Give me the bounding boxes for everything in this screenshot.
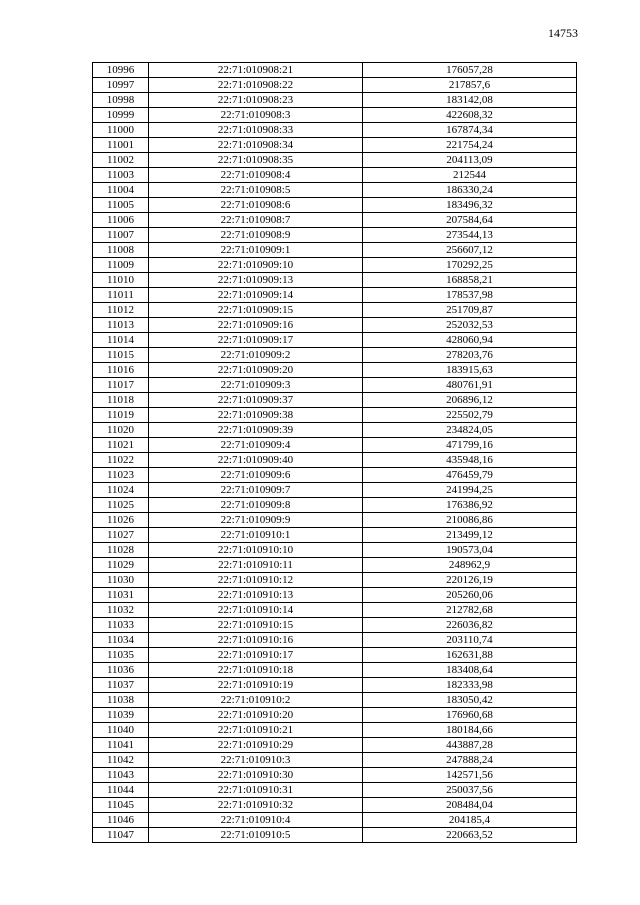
table-row: [93, 633, 577, 648]
cadastral-number-cell: 22:71:010909:14: [149, 288, 363, 303]
value-cell: 178537,98: [363, 288, 577, 303]
table-row: [93, 198, 577, 213]
table-row: [93, 648, 577, 663]
table-row: [93, 618, 577, 633]
row-number-cell: 11047: [93, 828, 149, 843]
value-cell: 234824,05: [363, 423, 577, 438]
value-cell: 176057,28: [363, 63, 577, 78]
row-number-cell: 11041: [93, 738, 149, 753]
table-row: [93, 258, 577, 273]
table-row: [93, 723, 577, 738]
table-row: [93, 183, 577, 198]
value-cell: 213499,12: [363, 528, 577, 543]
table-row: [93, 138, 577, 153]
value-cell: 226036,82: [363, 618, 577, 633]
value-cell: 183496,32: [363, 198, 577, 213]
cadastral-number-cell: 22:71:010908:34: [149, 138, 363, 153]
row-number-cell: 11038: [93, 693, 149, 708]
table-row: [93, 693, 577, 708]
cadastral-number-cell: 22:71:010909:2: [149, 348, 363, 363]
cadastral-number-cell: 22:71:010909:1: [149, 243, 363, 258]
row-number-cell: 11040: [93, 723, 149, 738]
table-row: [93, 93, 577, 108]
table-row: [93, 123, 577, 138]
table-row: [93, 333, 577, 348]
cadastral-number-cell: 22:71:010910:11: [149, 558, 363, 573]
table-row: [93, 588, 577, 603]
row-number-cell: 11045: [93, 798, 149, 813]
cadastral-number-cell: 22:71:010908:9: [149, 228, 363, 243]
table-row: [93, 303, 577, 318]
cadastral-number-cell: 22:71:010909:6: [149, 468, 363, 483]
cadastral-number-cell: 22:71:010908:35: [149, 153, 363, 168]
table-row: [93, 543, 577, 558]
row-number-cell: 11021: [93, 438, 149, 453]
value-cell: 212544: [363, 168, 577, 183]
table-row: [93, 243, 577, 258]
value-cell: 186330,24: [363, 183, 577, 198]
row-number-cell: 11030: [93, 573, 149, 588]
cadastral-number-cell: 22:71:010910:21: [149, 723, 363, 738]
table-row: [93, 363, 577, 378]
table-row: [93, 513, 577, 528]
value-cell: 204113,09: [363, 153, 577, 168]
cadastral-number-cell: 22:71:010910:29: [149, 738, 363, 753]
cadastral-number-cell: 22:71:010908:4: [149, 168, 363, 183]
table-row: [93, 408, 577, 423]
row-number-cell: 11005: [93, 198, 149, 213]
value-cell: 221754,24: [363, 138, 577, 153]
value-cell: 428060,94: [363, 333, 577, 348]
value-cell: 248962,9: [363, 558, 577, 573]
cadastral-number-cell: 22:71:010910:31: [149, 783, 363, 798]
table-row: [93, 453, 577, 468]
table-body: [93, 63, 577, 843]
cadastral-number-cell: 22:71:010910:18: [149, 663, 363, 678]
table-row: [93, 753, 577, 768]
row-number-cell: 11006: [93, 213, 149, 228]
row-number-cell: 11036: [93, 663, 149, 678]
cadastral-number-cell: 22:71:010910:15: [149, 618, 363, 633]
row-number-cell: 11008: [93, 243, 149, 258]
row-number-cell: 11046: [93, 813, 149, 828]
value-cell: 476459,79: [363, 468, 577, 483]
value-cell: 471799,16: [363, 438, 577, 453]
row-number-cell: 11023: [93, 468, 149, 483]
cadastral-number-cell: 22:71:010909:13: [149, 273, 363, 288]
row-number-cell: 11012: [93, 303, 149, 318]
value-cell: 204185,4: [363, 813, 577, 828]
row-number-cell: 11013: [93, 318, 149, 333]
table-row: [93, 153, 577, 168]
table-row: [93, 498, 577, 513]
cadastral-number-cell: 22:71:010910:2: [149, 693, 363, 708]
cadastral-number-cell: 22:71:010910:1: [149, 528, 363, 543]
row-number-cell: 11001: [93, 138, 149, 153]
cadastral-number-cell: 22:71:010910:3: [149, 753, 363, 768]
row-number-cell: 11015: [93, 348, 149, 363]
row-number-cell: 10998: [93, 93, 149, 108]
row-number-cell: 11042: [93, 753, 149, 768]
row-number-cell: 11033: [93, 618, 149, 633]
cadastral-number-cell: 22:71:010910:12: [149, 573, 363, 588]
value-cell: 480761,91: [363, 378, 577, 393]
cadastral-number-cell: 22:71:010910:19: [149, 678, 363, 693]
value-cell: 252032,53: [363, 318, 577, 333]
row-number-cell: 10996: [93, 63, 149, 78]
value-cell: 220663,52: [363, 828, 577, 843]
row-number-cell: 11000: [93, 123, 149, 138]
row-number-cell: 11022: [93, 453, 149, 468]
value-cell: 180184,66: [363, 723, 577, 738]
table-row: [93, 213, 577, 228]
value-cell: 142571,56: [363, 768, 577, 783]
data-table: [92, 62, 577, 843]
row-number-cell: 11025: [93, 498, 149, 513]
row-number-cell: 10999: [93, 108, 149, 123]
value-cell: 217857,6: [363, 78, 577, 93]
value-cell: 225502,79: [363, 408, 577, 423]
table-row: [93, 423, 577, 438]
value-cell: 220126,19: [363, 573, 577, 588]
table-row: [93, 768, 577, 783]
cadastral-number-cell: 22:71:010909:3: [149, 378, 363, 393]
cadastral-number-cell: 22:71:010908:21: [149, 63, 363, 78]
value-cell: 190573,04: [363, 543, 577, 558]
row-number-cell: 11044: [93, 783, 149, 798]
value-cell: 250037,56: [363, 783, 577, 798]
value-cell: 183050,42: [363, 693, 577, 708]
value-cell: 422608,32: [363, 108, 577, 123]
cadastral-number-cell: 22:71:010909:4: [149, 438, 363, 453]
cadastral-number-cell: 22:71:010908:23: [149, 93, 363, 108]
row-number-cell: 11034: [93, 633, 149, 648]
value-cell: 251709,87: [363, 303, 577, 318]
row-number-cell: 10997: [93, 78, 149, 93]
row-number-cell: 11018: [93, 393, 149, 408]
value-cell: 206896,12: [363, 393, 577, 408]
table-row: [93, 393, 577, 408]
table-row: [93, 108, 577, 123]
table-row: [93, 318, 577, 333]
cadastral-number-cell: 22:71:010910:16: [149, 633, 363, 648]
value-cell: 203110,74: [363, 633, 577, 648]
cadastral-number-cell: 22:71:010910:30: [149, 768, 363, 783]
value-cell: 183408,64: [363, 663, 577, 678]
value-cell: 162631,88: [363, 648, 577, 663]
table-row: [93, 738, 577, 753]
value-cell: 247888,24: [363, 753, 577, 768]
row-number-cell: 11039: [93, 708, 149, 723]
table-row: [93, 783, 577, 798]
table-row: [93, 168, 577, 183]
cadastral-number-cell: 22:71:010909:16: [149, 318, 363, 333]
table-row: [93, 438, 577, 453]
row-number-cell: 11035: [93, 648, 149, 663]
value-cell: 443887,28: [363, 738, 577, 753]
cadastral-number-cell: 22:71:010908:6: [149, 198, 363, 213]
row-number-cell: 11043: [93, 768, 149, 783]
row-number-cell: 11014: [93, 333, 149, 348]
row-number-cell: 11031: [93, 588, 149, 603]
table-row: [93, 378, 577, 393]
value-cell: 210086,86: [363, 513, 577, 528]
row-number-cell: 11011: [93, 288, 149, 303]
row-number-cell: 11028: [93, 543, 149, 558]
table-row: [93, 813, 577, 828]
table-row: [93, 828, 577, 843]
value-cell: 176960,68: [363, 708, 577, 723]
cadastral-number-cell: 22:71:010908:5: [149, 183, 363, 198]
cadastral-number-cell: 22:71:010910:10: [149, 543, 363, 558]
table-row: [93, 483, 577, 498]
cadastral-number-cell: 22:71:010909:7: [149, 483, 363, 498]
row-number-cell: 11026: [93, 513, 149, 528]
row-number-cell: 11029: [93, 558, 149, 573]
table-row: [93, 678, 577, 693]
cadastral-number-cell: 22:71:010909:17: [149, 333, 363, 348]
cadastral-number-cell: 22:71:010908:7: [149, 213, 363, 228]
table-row: [93, 528, 577, 543]
cadastral-number-cell: 22:71:010908:33: [149, 123, 363, 138]
table-row: [93, 468, 577, 483]
value-cell: 273544,13: [363, 228, 577, 243]
cadastral-number-cell: 22:71:010909:38: [149, 408, 363, 423]
table-row: [93, 603, 577, 618]
row-number-cell: 11004: [93, 183, 149, 198]
row-number-cell: 11032: [93, 603, 149, 618]
table-row: [93, 558, 577, 573]
row-number-cell: 11010: [93, 273, 149, 288]
value-cell: 212782,68: [363, 603, 577, 618]
value-cell: 168858,21: [363, 273, 577, 288]
table-row: [93, 663, 577, 678]
value-cell: 182333,98: [363, 678, 577, 693]
row-number-cell: 11007: [93, 228, 149, 243]
row-number-cell: 11009: [93, 258, 149, 273]
cadastral-number-cell: 22:71:010910:17: [149, 648, 363, 663]
value-cell: 278203,76: [363, 348, 577, 363]
row-number-cell: 11020: [93, 423, 149, 438]
value-cell: 208484,04: [363, 798, 577, 813]
value-cell: 183142,08: [363, 93, 577, 108]
cadastral-number-cell: 22:71:010909:39: [149, 423, 363, 438]
row-number-cell: 11017: [93, 378, 149, 393]
cadastral-number-cell: 22:71:010910:20: [149, 708, 363, 723]
cadastral-number-cell: 22:71:010909:15: [149, 303, 363, 318]
value-cell: 170292,25: [363, 258, 577, 273]
value-cell: 256607,12: [363, 243, 577, 258]
value-cell: 167874,34: [363, 123, 577, 138]
page-number: 14753: [548, 26, 578, 40]
table-row: [93, 78, 577, 93]
value-cell: 241994,25: [363, 483, 577, 498]
cadastral-number-cell: 22:71:010910:32: [149, 798, 363, 813]
cadastral-number-cell: 22:71:010910:5: [149, 828, 363, 843]
table-row: [93, 708, 577, 723]
value-cell: 176386,92: [363, 498, 577, 513]
value-cell: 205260,06: [363, 588, 577, 603]
row-number-cell: 11002: [93, 153, 149, 168]
table-row: [93, 798, 577, 813]
table-row: [93, 273, 577, 288]
table-row: [93, 288, 577, 303]
cadastral-number-cell: 22:71:010908:3: [149, 108, 363, 123]
table-row: [93, 63, 577, 78]
table-row: [93, 573, 577, 588]
cadastral-number-cell: 22:71:010909:8: [149, 498, 363, 513]
row-number-cell: 11027: [93, 528, 149, 543]
row-number-cell: 11019: [93, 408, 149, 423]
value-cell: 183915,63: [363, 363, 577, 378]
row-number-cell: 11037: [93, 678, 149, 693]
row-number-cell: 11016: [93, 363, 149, 378]
cadastral-number-cell: 22:71:010910:13: [149, 588, 363, 603]
cadastral-number-cell: 22:71:010909:9: [149, 513, 363, 528]
value-cell: 435948,16: [363, 453, 577, 468]
table-row: [93, 228, 577, 243]
cadastral-number-cell: 22:71:010909:40: [149, 453, 363, 468]
cadastral-number-cell: 22:71:010909:10: [149, 258, 363, 273]
cadastral-number-cell: 22:71:010909:37: [149, 393, 363, 408]
cadastral-number-cell: 22:71:010909:20: [149, 363, 363, 378]
cadastral-number-cell: 22:71:010910:14: [149, 603, 363, 618]
row-number-cell: 11024: [93, 483, 149, 498]
cadastral-number-cell: 22:71:010910:4: [149, 813, 363, 828]
value-cell: 207584,64: [363, 213, 577, 228]
table-row: [93, 348, 577, 363]
cadastral-number-cell: 22:71:010908:22: [149, 78, 363, 93]
row-number-cell: 11003: [93, 168, 149, 183]
